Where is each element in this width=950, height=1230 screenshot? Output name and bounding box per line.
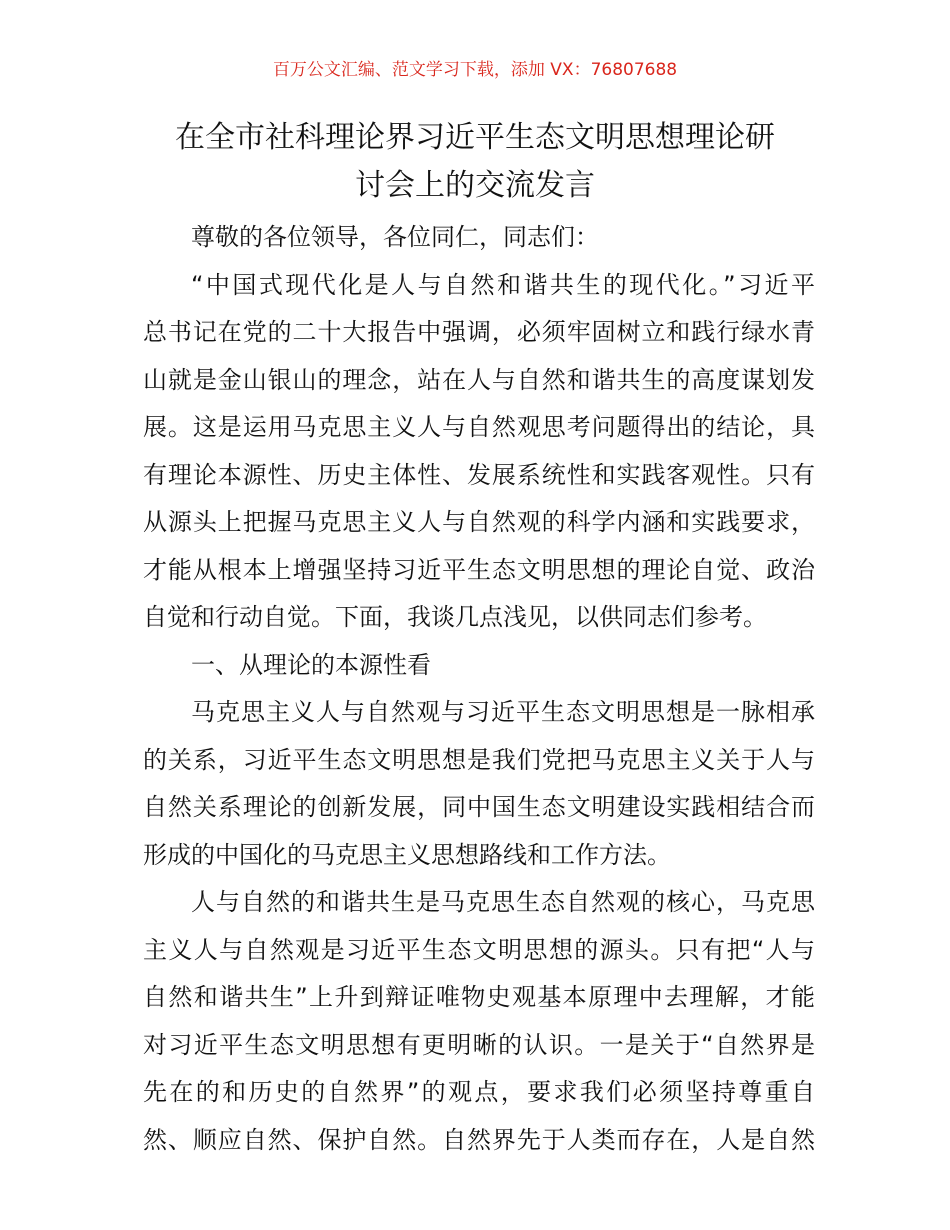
section-heading-line: 一、从理论的本源性看 [191, 650, 431, 679]
paragraph-line: 形成的中国化的马克思主义思想路线和工作方法。 [143, 840, 671, 869]
paragraph-line: 自然关系理论的创新发展，同中国生态文明建设实践相结合而 [143, 793, 815, 821]
paragraph-source [143, 689, 815, 879]
paragraph-line: 自然和谐共生”上升到辩证唯物史观基本原理中去理解，才能 [143, 983, 815, 1011]
paragraph-harmony [143, 879, 815, 1164]
paragraph-line: 人与自然的和谐共生是马克思生态自然观的核心，马克思 [191, 888, 815, 916]
document-title [130, 114, 820, 210]
salutation [143, 214, 815, 262]
salutation-line: 尊敬的各位领导，各位同仁，同志们： [191, 223, 599, 251]
paragraph-line: 然、顺应自然、保护自然。自然界先于人类而存在，人是自然 [143, 1125, 815, 1154]
paragraph-line: 才能从根本上增强坚持习近平生态文明思想的理论自觉、政治 [143, 555, 815, 584]
paragraph-line: 的关系，习近平生态文明思想是我们党把马克思主义关于人与 [143, 745, 815, 774]
header-watermark-note: 百万公文汇编、范文学习下载，添加 VX：76807688 [272, 60, 678, 80]
paragraph-line: 马克思主义人与自然观与习近平生态文明思想是一脉相承 [191, 698, 815, 726]
title-line: 在全市社科理论界习近平生态文明思想理论研 [175, 120, 775, 155]
paragraph-line: 从源头上把握马克思主义人与自然观的科学内涵和实践要求， [143, 508, 815, 536]
document-body [143, 214, 815, 1164]
paragraph-line: 先在的和历史的自然界”的观点，要求我们必须坚持尊重自 [143, 1078, 815, 1106]
paragraph-line: 自觉和行动自觉。下面，我谈几点浅见，以供同志们参考。 [143, 603, 767, 631]
title-line: 讨会上的交流发言 [355, 168, 595, 203]
paragraph-line: 山就是金山银山的理念，站在人与自然和谐共生的高度谋划发 [143, 365, 815, 394]
paragraph-line: “中国式现代化是人与自然和谐共生的现代化。”习近平 [191, 270, 815, 299]
paragraph-intro [143, 262, 815, 642]
paragraph-line: 主义人与自然观是习近平生态文明思想的源头。只有把“人与 [143, 935, 815, 964]
paragraph-line: 展。这是运用马克思主义人与自然观思考问题得出的结论，具 [143, 413, 815, 441]
paragraph-line: 有理论本源性、历史主体性、发展系统性和实践客观性。只有 [143, 460, 815, 489]
section-heading [143, 642, 815, 690]
paragraph-line: 总书记在党的二十大报告中强调，必须牢固树立和践行绿水青 [143, 318, 815, 346]
paragraph-line: 对习近平生态文明思想有更明晰的认识。一是关于“自然界是 [143, 1030, 815, 1059]
